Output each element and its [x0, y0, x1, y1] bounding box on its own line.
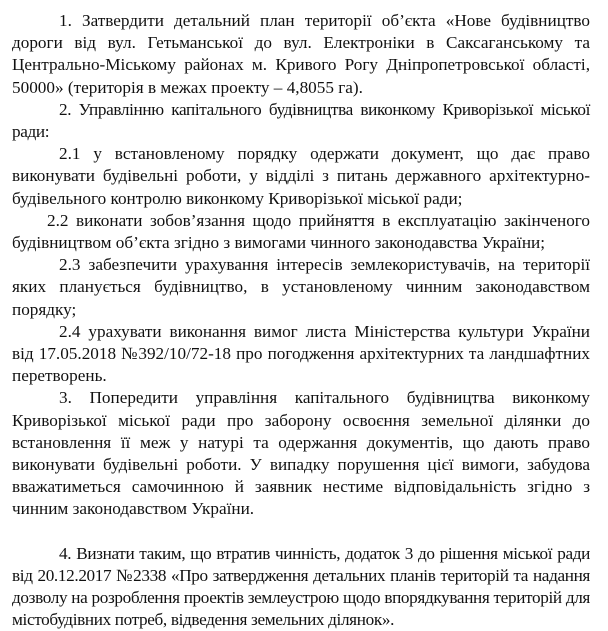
paragraph-item-2-1: 2.1 у встановленому порядку одержати документ, що дає право виконувати будівельні роботи, у відділі з питань державного архітектурно-будівельного контролю виконкому Криворізької міської ради;: [12, 144, 590, 208]
paragraph-item-1: 1. Затвердити детальний план території об’єкта «Нове будівництво дороги від вул. Гетьманської до вул. Електроніки в Саксаганському та Центрально-Міському районах м. Кривого Рогу Дніпропетровської області, 50000» (територія в межах проекту – 4,8055 га).: [12, 11, 590, 97]
paragraph-item-2-2: 2.2 виконати зобов’язання щодо прийняття в експлуатацію закінченого будівництвом об’єкта згідно з вимогами чинного законодавства України;: [12, 210, 590, 253]
paragraph-item-3: 3. Попередити управління капітального будівництва виконкому Криворізької міської ради про заборону освоєння земельної ділянки до встановлення її меж у натурі та одержання документів, що дають право виконувати будівельні роботи. У випадку порушення цієї вимоги, забудова вважатиметься самочинною й заявник нестиме відповідальність згідно з чинним законодавством України.: [12, 388, 590, 519]
paragraph-spacer: [12, 521, 590, 543]
paragraph-item-2-4: 2.4 урахувати виконання вимог листа Міністерства культури України від 17.05.2018 №392/10/72-18 про погодження архітектурних та ландшафтних перетворень.: [12, 321, 590, 386]
document-page: [12, 10, 590, 631]
paragraph-item-2-3: 2.3 забезпечити урахування інтересів землекористувачів, на території яких планується будівництво, в установленому чинним законодавством порядку;: [12, 255, 590, 319]
paragraph-item-2: 2. Управлінню капітального будівництва виконкому Криворізької міської ради:: [12, 99, 590, 142]
paragraph-item-4: 4. Визнати таким, що втратив чинність, додаток 3 до рішення міської ради від 20.12.2017 №2338 «Про затвердження детальних планів територій та надання дозволу на розроблення проектів землеустрою щодо впорядкування територій для містобудівних потреб, відведення земельних ділянок».: [12, 543, 590, 630]
